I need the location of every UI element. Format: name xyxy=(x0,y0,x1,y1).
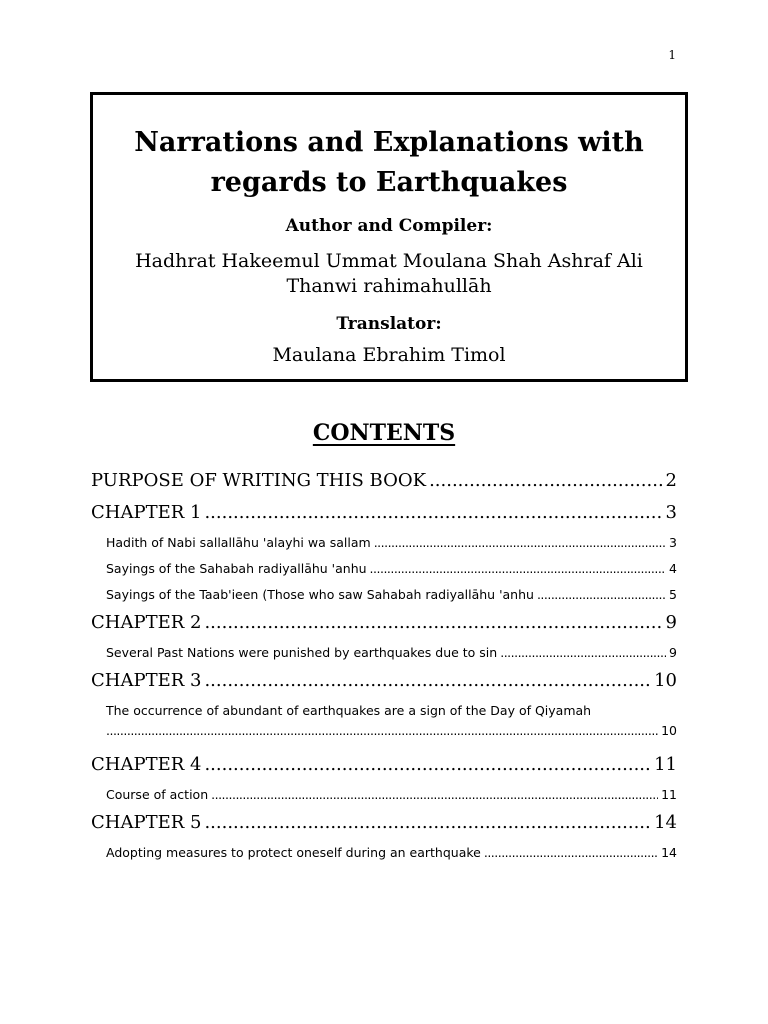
toc-entry-page: 10 xyxy=(661,723,677,738)
toc-leader-dots xyxy=(211,782,658,808)
toc-entry-text: Course of action xyxy=(106,787,209,802)
toc-entry-chapter-3[interactable] xyxy=(91,666,677,698)
toc-entry-text: CHAPTER 3 xyxy=(91,670,202,691)
toc-entry-page: 14 xyxy=(661,845,677,860)
toc-leader-dots xyxy=(106,721,658,741)
toc-leader-dots xyxy=(484,840,658,866)
toc-entry-chapter-4[interactable] xyxy=(91,750,677,782)
toc-entry-text: PURPOSE OF WRITING THIS BOOK xyxy=(91,470,427,491)
toc-leader-dots xyxy=(429,466,662,496)
toc-entry-text: CHAPTER 2 xyxy=(91,612,202,633)
toc-entry-past-nations[interactable] xyxy=(91,640,677,666)
toc-entry-page: 3 xyxy=(669,535,677,550)
toc-entry-course-of-action[interactable] xyxy=(91,782,677,808)
toc-entry-page: 9 xyxy=(665,612,677,633)
toc-leader-dots xyxy=(204,498,662,528)
author-name-line-1: Hadhrat Hakeemul Ummat Moulana Shah Ashraf Ali xyxy=(135,250,643,272)
toc-entry-chapter-5[interactable] xyxy=(91,808,677,840)
toc-entry-page: 10 xyxy=(654,670,677,691)
toc-entry-protective-measures[interactable] xyxy=(91,840,677,866)
toc-entry-page: 11 xyxy=(654,754,677,775)
toc-entry-page: 14 xyxy=(654,812,677,833)
toc-entry-page: 3 xyxy=(665,502,677,523)
toc-entry-qiyamah[interactable] xyxy=(91,698,677,750)
translator-name: Maulana Ebrahim Timol xyxy=(272,344,506,366)
toc-entry-chapter-2[interactable] xyxy=(91,608,677,640)
toc-leader-dots xyxy=(204,808,651,838)
toc-entry-text: Hadith of Nabi sallallāhu 'alayhi wa sallam xyxy=(106,535,371,550)
page-number: 1 xyxy=(668,48,676,62)
book-title-line-1: Narrations and Explanations with xyxy=(134,127,644,158)
toc-entry-text: Sayings of the Taab'ieen (Those who saw Sahabah radiyallāhu 'anhu xyxy=(106,587,534,602)
toc-entry-text: The occurrence of abundant of earthquakes are a sign of the Day of Qiyamah xyxy=(106,703,592,718)
toc-leader-dots xyxy=(500,640,666,666)
toc-leader-dots xyxy=(204,608,662,638)
toc-leader-dots xyxy=(537,582,666,608)
toc-entry-text: CHAPTER 5 xyxy=(91,812,202,833)
toc-entry-chapter-1[interactable] xyxy=(91,498,677,530)
book-title-line-2: regards to Earthquakes xyxy=(210,167,568,198)
toc-leader-dots xyxy=(374,530,666,556)
contents-heading xyxy=(0,420,768,446)
toc-entry-page: 4 xyxy=(669,561,677,576)
toc-entry-text: CHAPTER 1 xyxy=(91,502,202,523)
toc-leader-dots xyxy=(204,666,651,696)
book-title xyxy=(93,123,685,203)
author-name-line-2: Thanwi rahimahullāh xyxy=(286,275,492,297)
toc-entry-taabieen[interactable] xyxy=(91,582,677,608)
toc-leader-dots xyxy=(204,750,651,780)
toc-entry-text: CHAPTER 4 xyxy=(91,754,202,775)
table-of-contents xyxy=(91,466,677,866)
author-label: Author and Compiler: xyxy=(285,216,493,236)
toc-entry-page: 2 xyxy=(665,470,677,491)
toc-entry-page: 5 xyxy=(669,587,677,602)
toc-entry-text: Adopting measures to protect oneself during an earthquake xyxy=(106,845,481,860)
toc-entry-hadith[interactable] xyxy=(91,530,677,556)
toc-entry-purpose[interactable] xyxy=(91,466,677,498)
contents-heading-text: CONTENTS xyxy=(312,420,456,446)
toc-leader-dots xyxy=(370,556,667,582)
toc-entry-line-2 xyxy=(106,721,677,741)
toc-entry-text: Sayings of the Sahabah radiyallāhu 'anhu xyxy=(106,561,367,576)
translator-label: Translator: xyxy=(336,314,442,334)
toc-entry-page: 9 xyxy=(669,645,677,660)
title-box xyxy=(90,92,688,382)
toc-entry-sahabah[interactable] xyxy=(91,556,677,582)
author-name xyxy=(93,249,685,299)
toc-entry-page: 11 xyxy=(661,787,677,802)
toc-entry-text: Several Past Nations were punished by earthquakes due to sin xyxy=(106,645,498,660)
